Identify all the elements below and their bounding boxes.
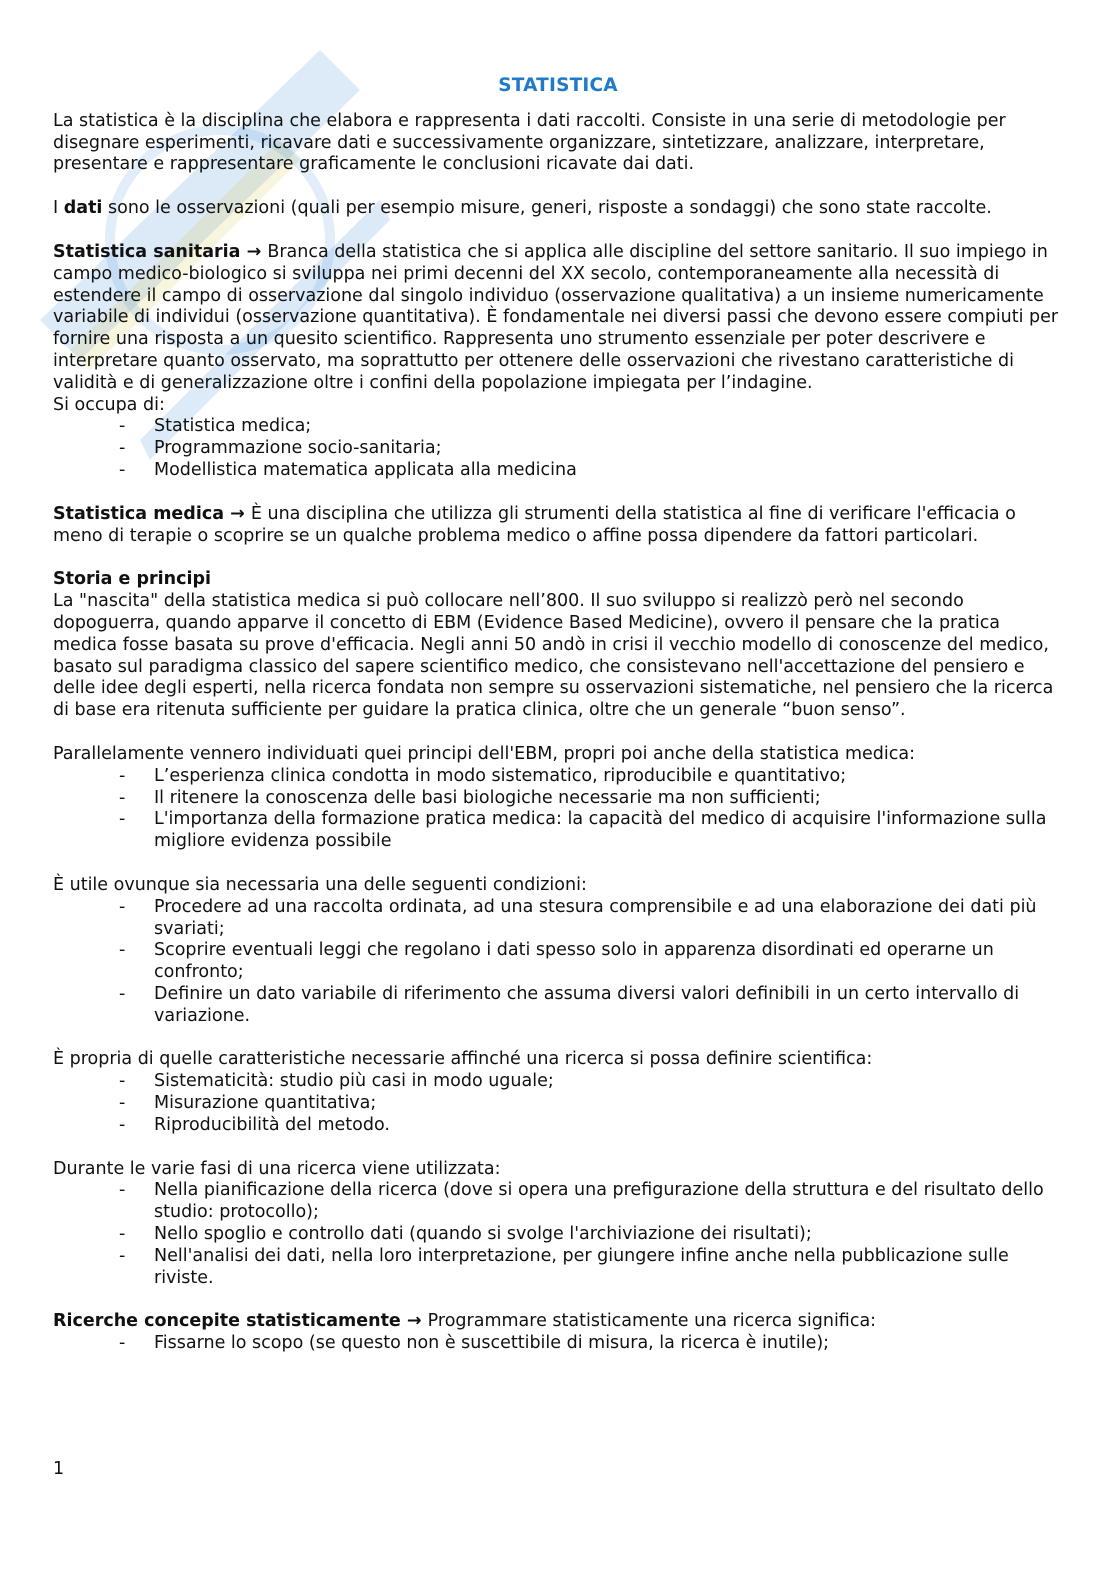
dash-marker: - [119, 1093, 126, 1114]
sanitaria-term: Statistica sanitaria [53, 241, 241, 262]
dash-marker: - [119, 896, 126, 917]
dash-marker: - [119, 940, 126, 961]
utile-list [53, 897, 1063, 1028]
medica-text: È una disciplina che utilizza gli strumenti della statistica al fine di verificare l'efficacia o meno di terapie o scoprire se un qualche problema medico o affine possa dipendere da fattori particolari. [53, 503, 1016, 546]
dash-marker: - [119, 809, 126, 830]
dash-marker: - [119, 416, 126, 437]
list-item: - Sistematicità: studio più casi in modo uguale; [119, 1071, 554, 1092]
list-item: - Nello spoglio e controllo dati (quando si svolge l'archiviazione dei risultati); [119, 1224, 812, 1245]
arrow-right-icon: → [240, 241, 268, 262]
dash-marker: - [119, 438, 126, 459]
propria-paragraph: È propria di quelle caratteristiche necessarie affinché una ricerca si possa definire scientifica: [53, 1049, 873, 1070]
sanitaria-text: Branca della statistica che si applica alle discipline del settore sanitario. Il suo impiego in campo medico-biologico si sviluppa nei primi decenni del XX secolo, contemporaneamente alla necessità di estendere il campo di osservazione dal singolo individuo (osservazione qualitativa) a un insieme numericamente variabile di individui (osservazione quantitativa). È fondamentale nei diversi passi che devono essere compiuti per fornire una risposta a un quesito scientifico. Rappresenta uno strumento essenziale per poter descrivere e interpretare quanto osservato, ma soprattutto per ottenere delle osservazioni che rivestano caratteristiche di validità e di generalizzazione oltre i confini della popolazione impiegata per l’indagine. [53, 241, 1059, 393]
ricerche-list [53, 1333, 1063, 1355]
dash-marker: - [119, 1114, 126, 1135]
dash-marker: - [119, 1333, 126, 1354]
page-number: 1 [53, 1459, 65, 1479]
list-item: - Riproducibilità del metodo. [119, 1114, 390, 1135]
list-item: - Fissarne lo scopo (se questo non è suscettibile di misura, la ricerca è inutile); [119, 1333, 830, 1354]
list-item: - Nella pianificazione della ricerca (dove si opera una prefigurazione della struttura e del risultato dello studio: protocollo); [119, 1180, 1044, 1223]
dash-marker: - [119, 765, 126, 786]
list-item: - Statistica medica; [119, 416, 312, 437]
intro-paragraph: La statistica è la disciplina che elabora e rappresenta i dati raccolti. Consiste in una serie di metodologie per disegnare esperimenti, ricavare dati e successivamente organizzare, sintetizzare, analizzare, interpretare, presentare e rappresentare graficamente le conclusioni ricavate dai dati. [53, 110, 1006, 175]
dati-text: sono le osservazioni (quali per esempio misure, generi, risposte a sondaggi) che sono state raccolte. [102, 198, 992, 219]
list-item: - Nell'analisi dei dati, nella loro interpretazione, per giungere infine anche nella pubblicazione sulle riviste. [119, 1245, 1009, 1288]
list-item: - L’esperienza clinica condotta in modo sistematico, riproducibile e quantitativo; [119, 765, 847, 786]
dash-marker: - [119, 1071, 126, 1092]
list-item: - Programmazione socio-sanitaria; [119, 438, 442, 459]
dash-marker: - [119, 459, 126, 480]
arrow-right-icon: → [400, 1311, 428, 1332]
list-item: - Procedere ad una raccolta ordinata, ad una stesura comprensibile e ad una elaborazione dei dati più svariati; [119, 896, 1037, 939]
dash-marker: - [119, 787, 126, 808]
medica-term: Statistica medica [53, 503, 225, 524]
list-item: - Definire un dato variabile di riferimento che assuma diversi valori definibili in un certo intervallo di variazione. [119, 983, 1020, 1026]
fasi-list [53, 1180, 1063, 1289]
fasi-paragraph: Durante le varie fasi di una ricerca viene utilizzata: [53, 1158, 501, 1179]
dati-term: dati [63, 198, 103, 219]
list-item: - Modellistica matematica applicata alla medicina [119, 459, 577, 480]
propria-list [53, 1071, 1063, 1136]
sanitaria-occupa: Si occupa di: [53, 394, 165, 415]
list-item: - Il ritenere la conoscenza delle basi biologiche necessarie ma non sufficienti; [119, 787, 821, 808]
list-item: - Misurazione quantitativa; [119, 1093, 377, 1114]
ricerche-text: Programmare statisticamente una ricerca significa: [427, 1311, 877, 1332]
storia-paragraph: La "nascita" della statistica medica si può collocare nell’800. Il suo sviluppo si realizzò però nel secondo dopoguerra, quando apparve il concetto di EBM (Evidence Based Medicine), ovvero il pensare che la pratica medica fosse basata su prove d'efficacia. Negli anni 50 andò in crisi il vecchio modello di conoscenze del medico, basato sul paradigma classico del sapere scientifico medico, che consistevano nell'accettazione del pensiero e delle idee degli esperti, nella ricerca fondata non sempre su osservazioni sistematiche, nel pensiero che la ricerca di base era ritenuta sufficiente per guidare la pratica clinica, oltre che un generale “buon senso”. [53, 591, 1054, 721]
sanitaria-list [53, 416, 1063, 481]
dash-marker: - [119, 1224, 126, 1245]
medica-paragraph [53, 504, 1063, 548]
document-body [53, 75, 1063, 1355]
principi-paragraph: Parallelamente vennero individuati quei principi dell'EBM, propri poi anche della statistica medica: [53, 743, 915, 764]
list-item: - Scoprire eventuali leggi che regolano i dati spesso solo in apparenza disordinati ed operarne un confronto; [119, 940, 994, 983]
principi-list [53, 766, 1063, 853]
storia-heading: Storia e principi [53, 569, 211, 590]
ricerche-paragraph [53, 1311, 1063, 1333]
dash-marker: - [119, 1245, 126, 1266]
sanitaria-paragraph [53, 242, 1063, 395]
ricerche-term: Ricerche concepite statisticamente [53, 1311, 401, 1332]
dati-paragraph [53, 198, 1063, 220]
arrow-right-icon: → [224, 503, 251, 524]
dash-marker: - [119, 983, 126, 1004]
utile-paragraph: È utile ovunque sia necessaria una delle seguenti condizioni: [53, 874, 587, 895]
page-title: STATISTICA [498, 75, 618, 96]
dati-prefix: I [53, 198, 64, 219]
dash-marker: - [119, 1180, 126, 1201]
list-item: - L'importanza della formazione pratica medica: la capacità del medico di acquisire l'informazione sulla migliore evidenza possibile [119, 809, 1047, 852]
